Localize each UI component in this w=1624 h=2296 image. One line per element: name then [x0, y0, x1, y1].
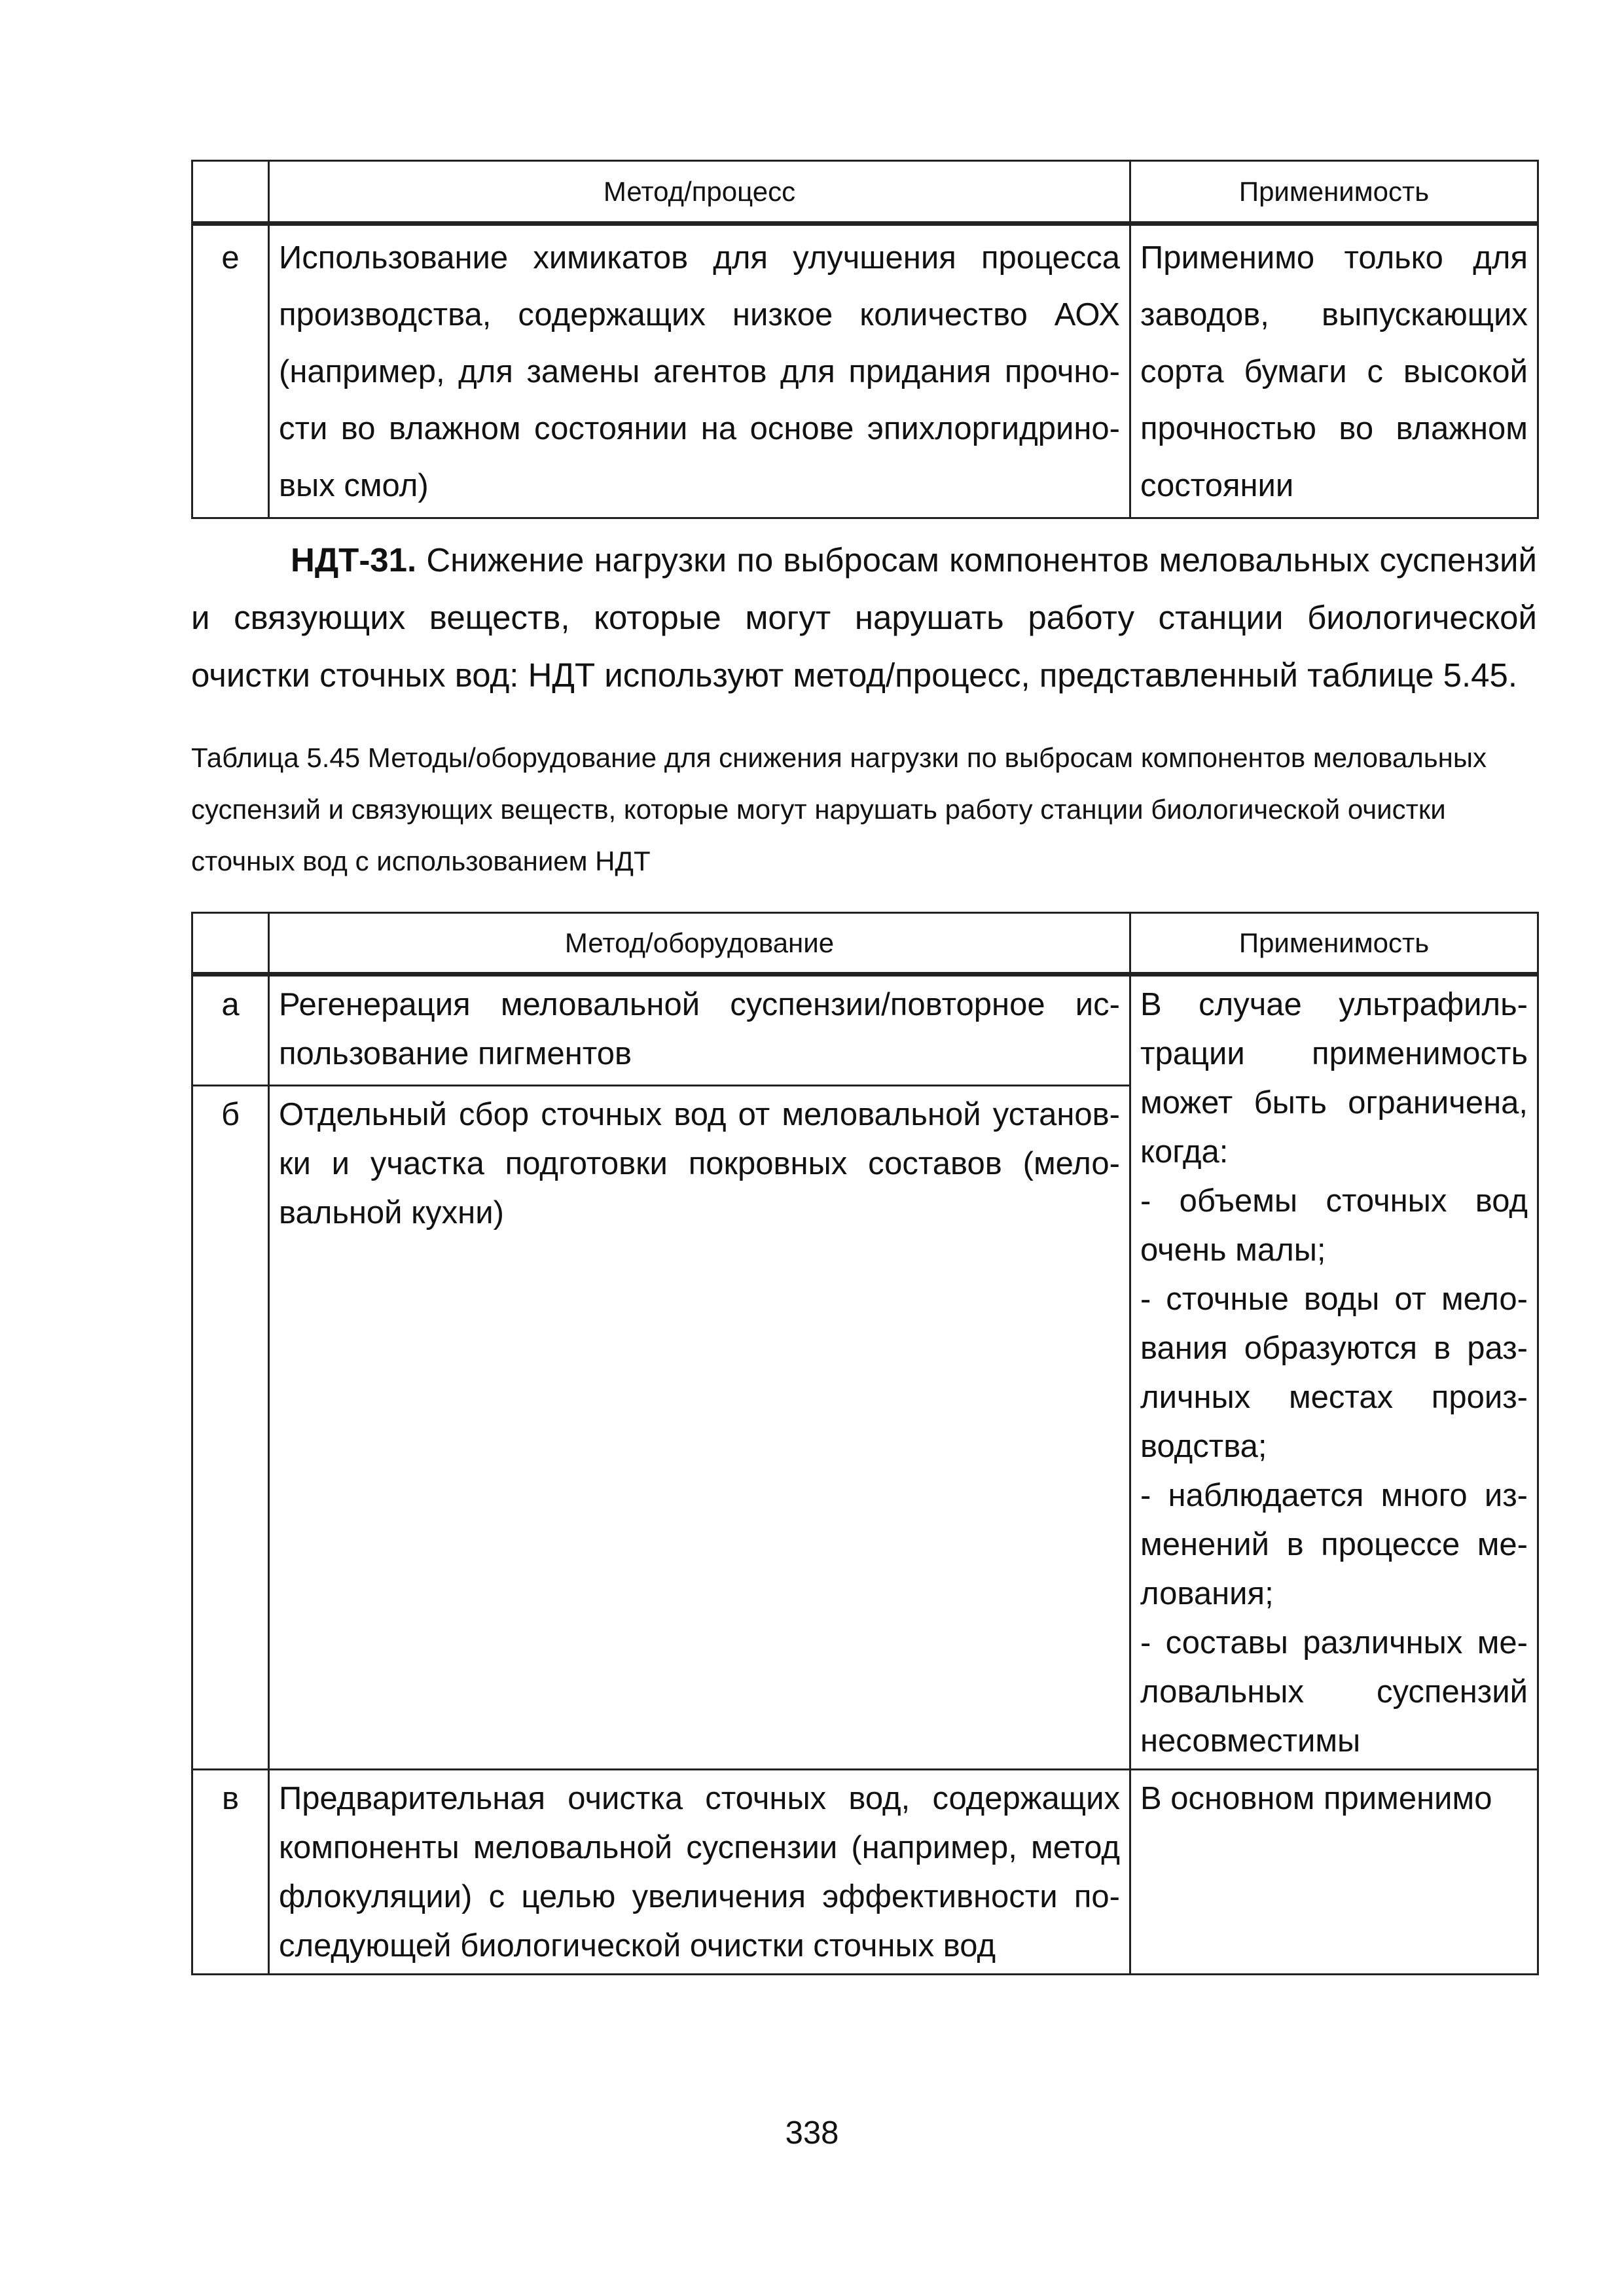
table2-header-method: Метод/оборудование: [269, 913, 1130, 975]
body-paragraph: [191, 531, 1537, 704]
applicability-item: - объемы сточных вод очень малы;: [1140, 1183, 1528, 1268]
applicability-item: - наблюдается много из-менений в процессе ме-лования;: [1140, 1478, 1528, 1611]
row-applicability: Применимо только для заводов, выпускающих сорта бумаги с высокой прочностью во влажном состоянии: [1130, 224, 1538, 518]
row-applicability: В основном применимо: [1130, 1770, 1538, 1975]
applicability-item: - сточные воды от мело-вания образуются в раз-личных местах произ-водства;: [1140, 1282, 1528, 1464]
row-method: Предварительная очистка сточных вод, содержащих компоненты меловальной суспензии (например, метод флокуляции) с целью увеличения эффективности по-следующей биологической очистки сточных вод: [269, 1770, 1130, 1975]
table1-header-applicability: Применимость: [1130, 161, 1538, 224]
table-row: [192, 224, 1538, 518]
row-letter: б: [192, 1086, 269, 1770]
row-method: Регенерация меловальной суспензии/повторное ис-пользование пигментов: [269, 975, 1130, 1086]
table1-header-row: [192, 161, 1538, 224]
applicability-intro: В случае ультрафиль-трации применимость может быть ограничена, когда:: [1140, 987, 1528, 1170]
methods-table-continued: [191, 160, 1539, 519]
row-method: Отдельный сбор сточных вод от меловальной установ-ки и участка подготовки покровных составов (мело-вальной кухни): [269, 1086, 1130, 1770]
row-method: Использование химикатов для улучшения процесса производства, содержащих низкое количество АОХ (например, для замены агентов для придания прочно-сти во влажном состоянии на основе эпихлоргидрино-вых смол): [269, 224, 1130, 518]
shared-applicability-cell: [1130, 975, 1538, 1770]
row-letter: в: [192, 1770, 269, 1975]
table1-header-method: Метод/процесс: [269, 161, 1130, 224]
row-letter: а: [192, 975, 269, 1086]
table2-header-num: [192, 913, 269, 975]
methods-table-5-45: [191, 912, 1539, 1975]
paragraph-bold-label: НДТ-31.: [291, 541, 417, 579]
table2-header-applicability: Применимость: [1130, 913, 1538, 975]
paragraph-text: Снижение нагрузки по выбросам компонентов меловальных суспензий и связующих веществ, которые могут нарушать работу станции биологической очистки сточных вод: НДТ используют метод/процесс, представленный таблице 5.45.: [191, 541, 1537, 694]
page-number: 338: [785, 2115, 839, 2151]
table-row: [192, 1770, 1538, 1975]
table2-header-row: [192, 913, 1538, 975]
applicability-item: - составы различных ме-ловальных суспензий несовместимы: [1140, 1625, 1528, 1759]
table-row: [192, 975, 1538, 1086]
table1-header-num: [192, 161, 269, 224]
table-caption: Таблица 5.45 Методы/оборудование для снижения нагрузки по выбросам компонентов меловальных суспензий и связующих веществ, которые могут нарушать работу станции биологической очистки сточных вод с использованием НДТ: [191, 742, 1487, 876]
row-letter: е: [192, 224, 269, 518]
